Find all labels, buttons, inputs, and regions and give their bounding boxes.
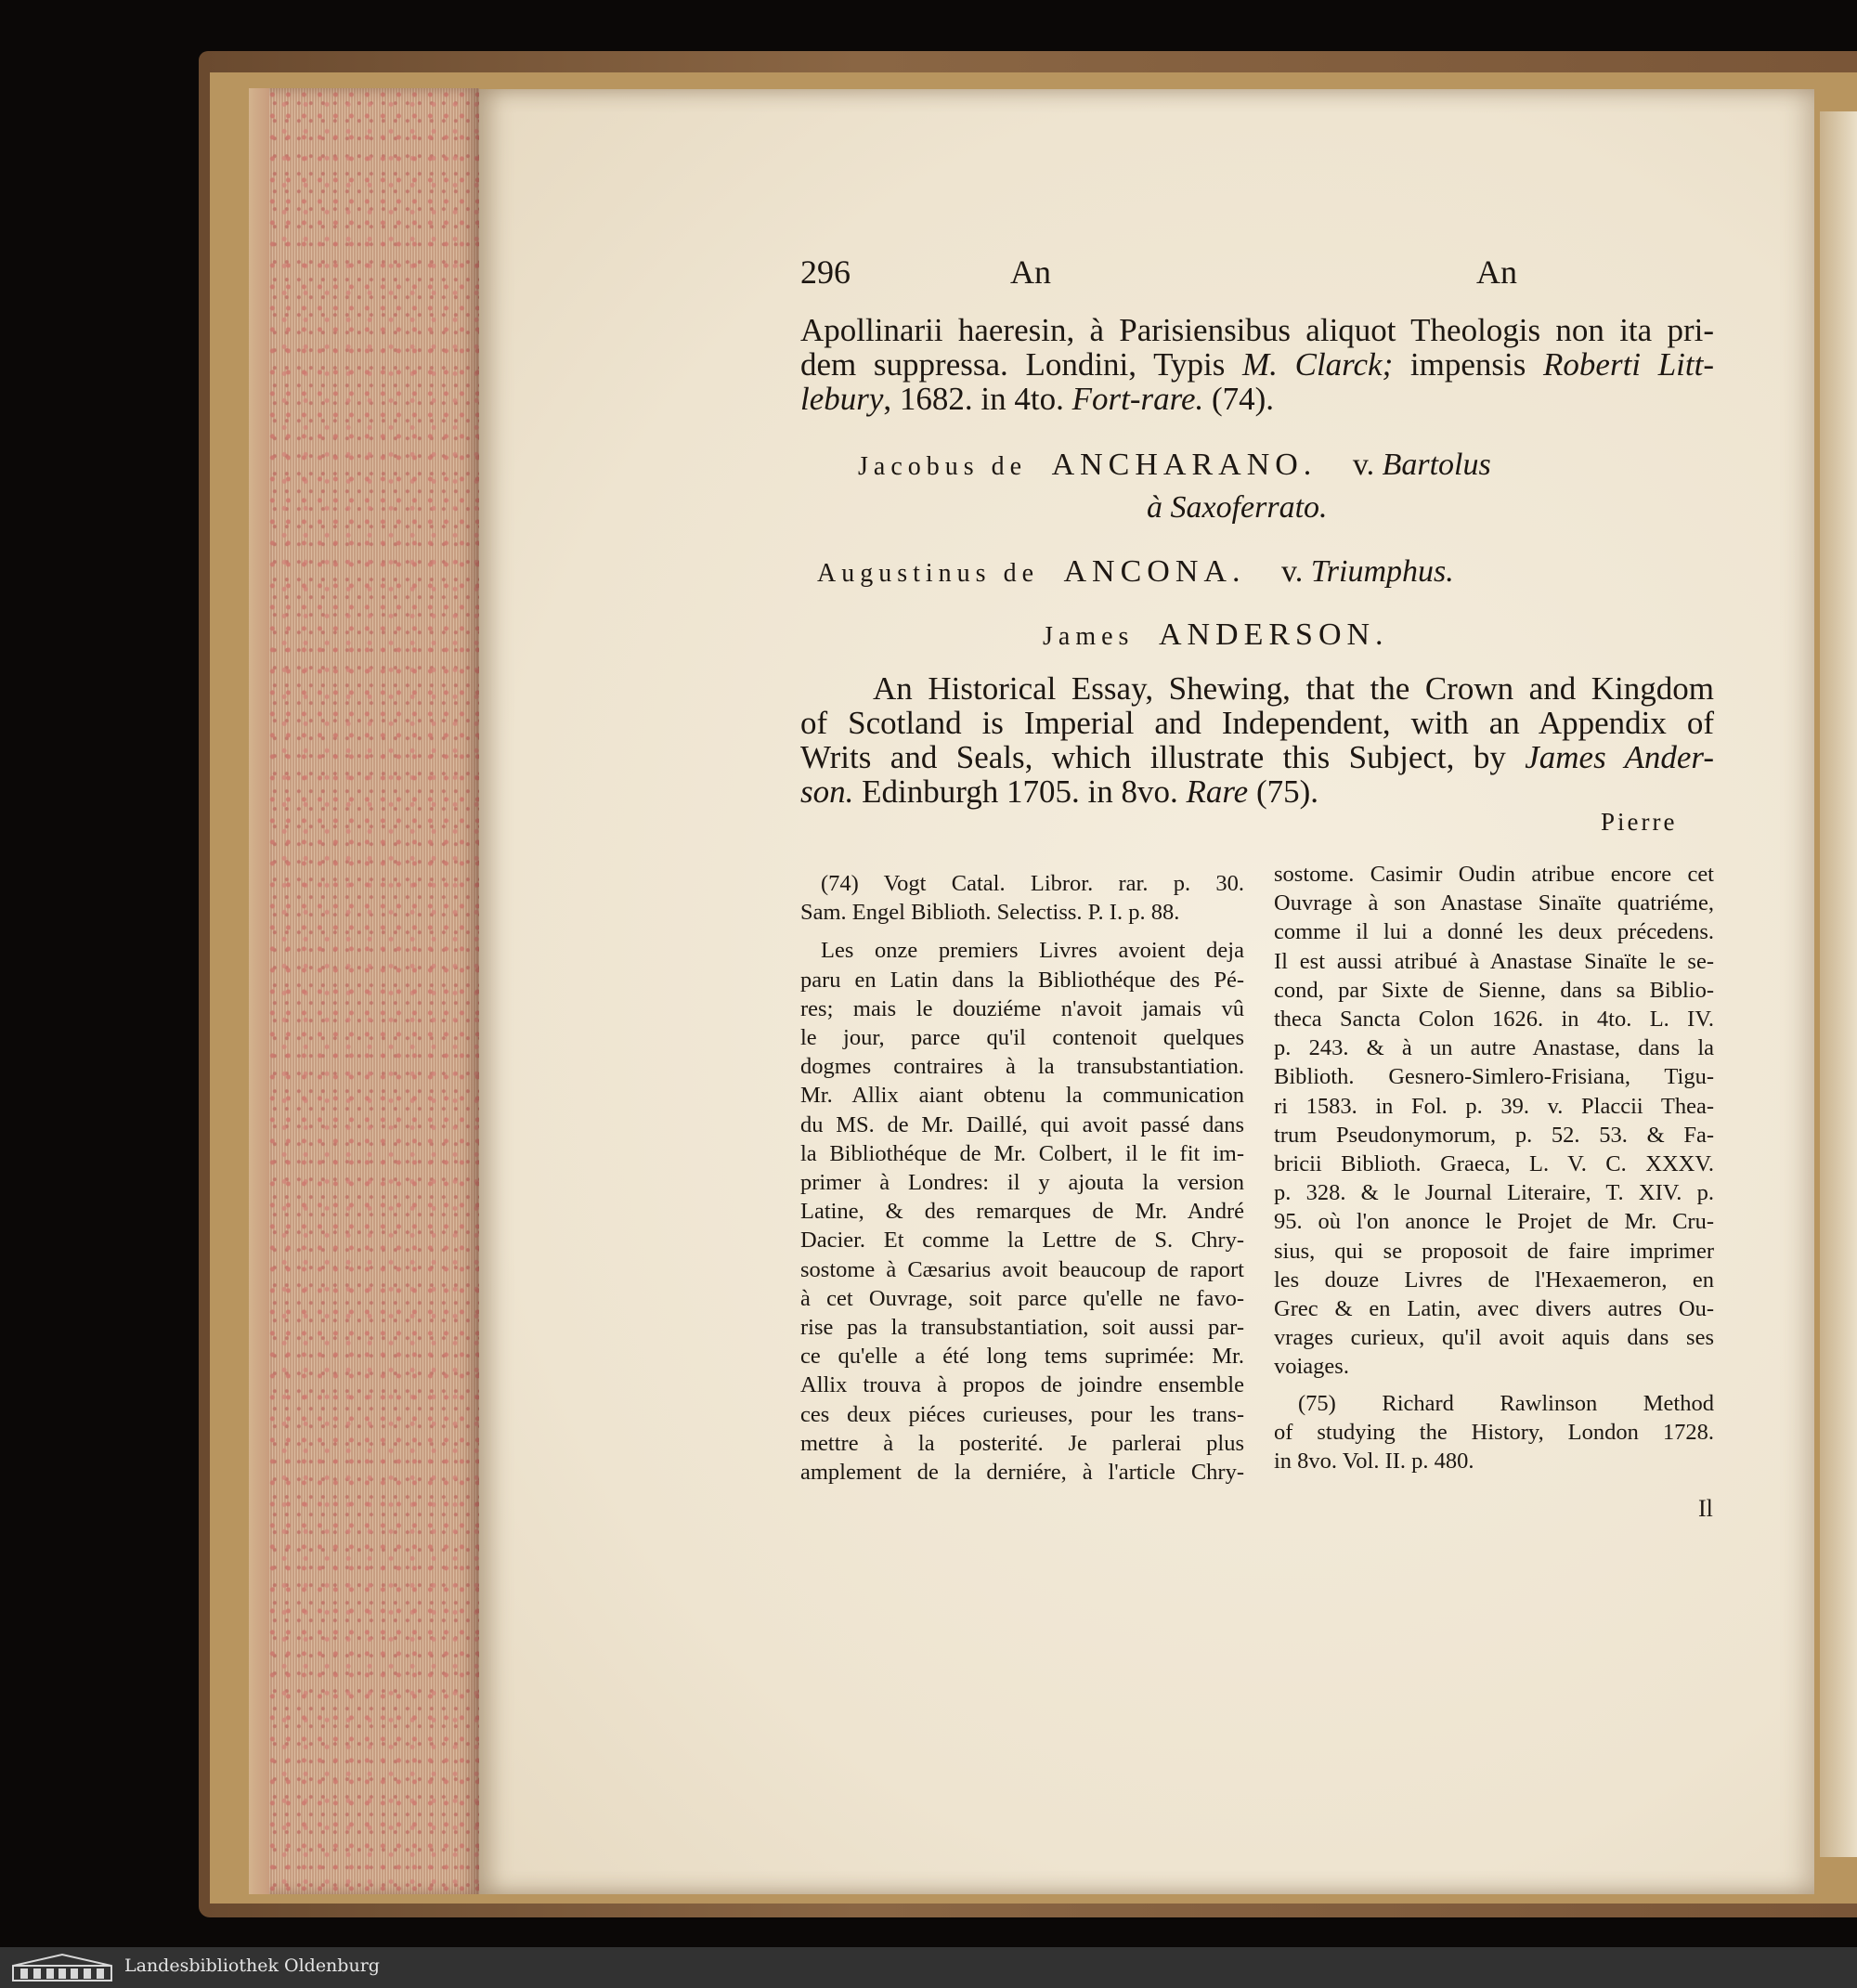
footnote-line: in 8vo. Vol. II. p. 480. xyxy=(1274,1449,1474,1474)
footnote-line: du MS. de Mr. Daillé, qui avoit passé dans xyxy=(800,1111,1244,1137)
footnote-line: comme il lui a donné les deux précedens. xyxy=(1274,919,1714,945)
footnote-line: Il est aussi atribué à Anastase Sinaïte le se- xyxy=(1274,948,1714,974)
footnotes-left-column xyxy=(800,869,1244,1510)
top-entry-line-1: Apollinarii haeresin, à Parisiensibus aliquot Theologis non ita pri- xyxy=(800,312,1714,348)
footnote-line: sostome. Casimir Oudin atribue encore cet xyxy=(1274,862,1714,887)
footnote-line: (74) Vogt Catal. Libror. rar. p. 30. xyxy=(821,871,1244,896)
footnote-line: theca Sancta Colon 1626. in 4to. L. IV. xyxy=(1274,1007,1714,1032)
footnote-line: le jour, parce qu'il contenoit quelques xyxy=(800,1025,1244,1050)
footnote-line: voiages. xyxy=(1274,1354,1349,1380)
footnote-line: 95. où l'on anonce le Projet de Mr. Cru- xyxy=(1274,1209,1714,1235)
running-head-left: An xyxy=(1010,253,1051,291)
footnote-line: trum Pseudonymorum, p. 52. 53. & Fa- xyxy=(1274,1122,1714,1148)
footnote-line: ces deux piéces curieuses, pour les trans- xyxy=(800,1401,1244,1427)
footnote-line: vrages curieux, qu'il avoit aquis dans ses xyxy=(1274,1325,1714,1351)
footnote-line: mettre à la posterité. Je parlerai plus xyxy=(800,1430,1244,1456)
footnote-line: amplement de la derniére, à l'article Chry- xyxy=(800,1460,1244,1485)
footnote-line: Dacier. Et comme la Lettre de S. Chry- xyxy=(800,1228,1244,1254)
footnote-line: rise pas la transubstantiation, soit aussi par- xyxy=(800,1315,1244,1340)
footnote-line: sostome à Cæsarius avoit beaucoup de raport xyxy=(800,1256,1244,1282)
footnote-line: paru en Latin dans la Bibliothéque des Pé- xyxy=(800,967,1244,993)
library-logo-icon xyxy=(7,1951,117,1984)
anderson-line-1: An Historical Essay, Shewing, that the Crown and Kingdom xyxy=(873,670,1714,707)
footnote-line: Sam. Engel Biblioth. Selectiss. P. I. p. 88. xyxy=(800,900,1180,926)
footnote-line: cond, par Sixte de Sienne, dans sa Biblio- xyxy=(1274,977,1714,1003)
footnote-line: bricii Biblioth. Graeca, L. V. C. XXXV. xyxy=(1274,1151,1714,1176)
anderson-line-4: son. Edinburgh 1705. in 8vo. Rare (75). xyxy=(800,773,1319,810)
footnote-line: ri 1583. in Fol. p. 39. v. Placcii Thea- xyxy=(1274,1093,1714,1119)
top-entry-line-3: lebury, 1682. in 4to. Fort-rare. (74). xyxy=(800,381,1275,417)
footnote-line: les douze Livres de l'Hexaemeron, en xyxy=(1274,1267,1714,1293)
footnotes-right-column xyxy=(1274,860,1714,1510)
running-head-right: An xyxy=(1476,253,1517,291)
footnote-line: Latine, & des remarques de Mr. André xyxy=(800,1199,1244,1225)
footnote-line: of studying the History, London 1728. xyxy=(1274,1419,1714,1445)
footnote-line: Allix trouva à propos de joindre ensemble xyxy=(800,1372,1244,1398)
speckled-page-edges xyxy=(269,88,479,1894)
footnote-line: la Bibliothéque de Mr. Colbert, il le fit im- xyxy=(800,1140,1244,1166)
page-number: 296 xyxy=(800,253,851,291)
footnote-line: ce qu'elle a été long tems suprimée: Mr. xyxy=(800,1344,1244,1370)
footnote-line: Grec & en Latin, avec divers autres Ou- xyxy=(1274,1296,1714,1321)
footnote-line: (75) Richard Rawlinson Method xyxy=(1298,1390,1714,1416)
footnote-line: res; mais le douziéme n'avoit jamais vû xyxy=(800,995,1244,1021)
catchword-bottom: Il xyxy=(1698,1495,1713,1522)
facing-page-edge xyxy=(1820,111,1857,1857)
footnote-line: à cet Ouvrage, soit parce qu'elle ne favo- xyxy=(800,1285,1244,1311)
catchword-pierre: Pierre xyxy=(1601,808,1678,836)
footnote-line: Ouvrage à son Anastase Sinaïte quatriéme, xyxy=(1274,890,1714,916)
footnote-line: dogmes contraires à la transubstantiation. xyxy=(800,1054,1244,1080)
anderson-line-2: of Scotland is Imperial and Independent, with an Appendix of xyxy=(800,705,1714,741)
footnote-line: primer à Londres: il y ajouta la version xyxy=(800,1170,1244,1195)
library-name: Landesbibliothek Oldenburg xyxy=(124,1956,380,1976)
footnote-line: p. 328. & le Journal Literaire, T. XIV. p. xyxy=(1274,1180,1714,1206)
entry-ancona: Augustinus de ANCONA. v. Triumphus. xyxy=(817,554,1454,589)
footnote-line: Biblioth. Gesnero-Simlero-Frisiana, Tigu- xyxy=(1274,1064,1714,1090)
footnote-line: p. 243. & à un autre Anastase, dans la xyxy=(1274,1035,1714,1061)
footnote-line: Mr. Allix aiant obtenu la communication xyxy=(800,1083,1244,1109)
anderson-line-3: Writs and Seals, which illustrate this Subject, by James Ander- xyxy=(800,739,1714,775)
page-edge-strip xyxy=(249,88,271,1894)
entry-ancharano: Jacobus de ANCHARANO. v. Bartolus xyxy=(858,448,1491,482)
entry-anderson: James ANDERSON. xyxy=(1043,617,1389,652)
entry-ancharano-ref: à Saxoferrato. xyxy=(1147,490,1328,525)
footnote-line: sius, qui se proposoit de faire imprimer xyxy=(1274,1238,1714,1264)
footnote-line: Les onze premiers Livres avoient deja xyxy=(821,938,1244,964)
top-entry-line-2: dem suppressa. Londini, Typis M. Clarck; impensis Roberti Litt- xyxy=(800,346,1714,383)
